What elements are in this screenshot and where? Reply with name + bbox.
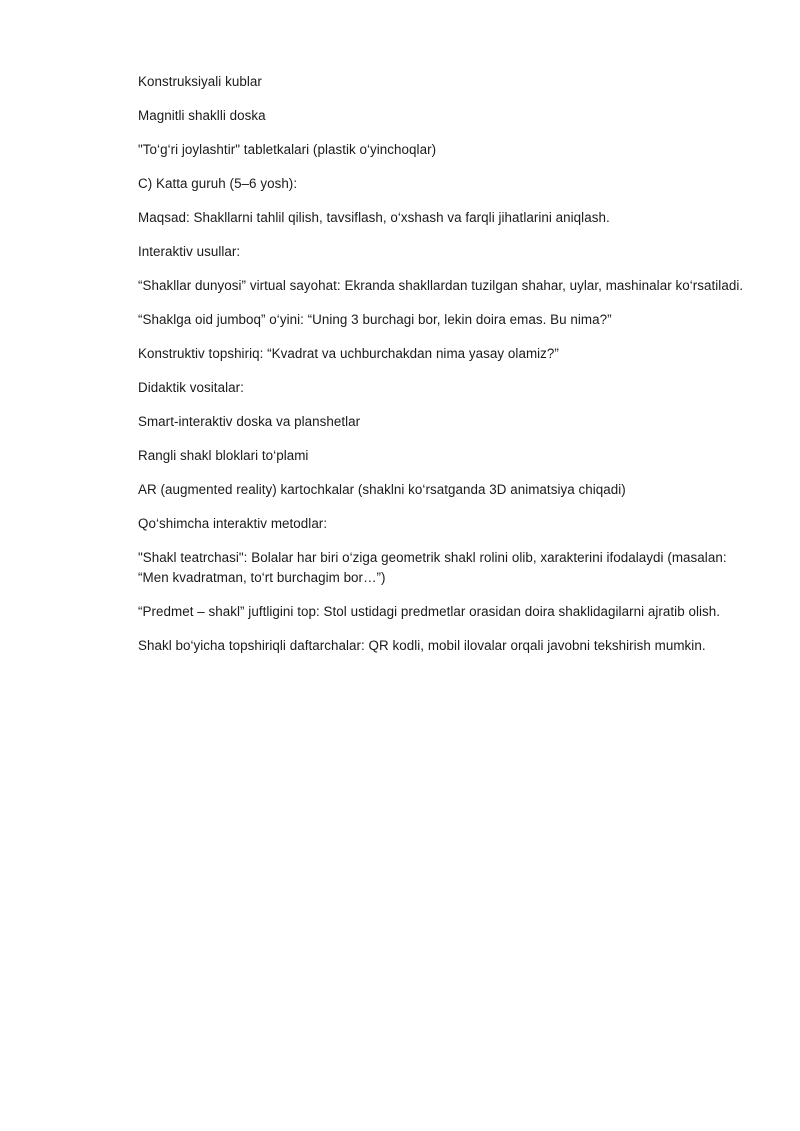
- paragraph-virtual-trip: “Shakllar dunyosi” virtual sayohat: Ekranda shakllardan tuzilgan shahar, uylar, mashinalar ko‘rsatiladi.: [138, 278, 744, 293]
- paragraph-shape-riddle: “Shaklga oid jumboq” o‘yini: “Uning 3 burchagi bor, lekin doira emas. Bu nima?”: [138, 312, 612, 327]
- paragraph-magnetic-board: Magnitli shaklli doska: [138, 108, 266, 123]
- paragraph-smart-board: Smart-interaktiv doska va planshetlar: [138, 414, 361, 429]
- paragraph-goal: Maqsad: Shakllarni tahlil qilish, tavsiflash, o‘xshash va farqli jihatlarini aniqlash.: [138, 210, 610, 225]
- paragraph-shape-theatre: "Shakl teatrchasi": Bolalar har biri o‘ziga geometrik shakl rolini olib, xarakterini ifodalaydi (masalan: “Men kvadratman, to‘rt burchagim bor…”): [138, 550, 727, 585]
- section-heading-older-group: C) Katta guruh (5–6 yosh):: [138, 176, 298, 191]
- paragraph-shape-blocks: Rangli shakl bloklari to‘plami: [138, 448, 309, 463]
- paragraph-task-notebooks: Shakl bo‘yicha topshiriqli daftarchalar: QR kodli, mobil ilovalar orqali javobni tekshirish mumkin.: [138, 638, 706, 653]
- section-heading-interactive-methods: Interaktiv usullar:: [138, 244, 241, 259]
- paragraph-ar-cards: AR (augmented reality) kartochkalar (shaklni ko‘rsatganda 3D animatsiya chiqadi): [138, 482, 626, 497]
- paragraph-object-shape-pair: “Predmet – shakl” juftligini top: Stol ustidagi predmetlar orasidan doira shaklidagilarni ajratib olish.: [138, 604, 721, 619]
- paragraph-construction-cubes: Konstruksiyali kublar: [138, 74, 262, 89]
- paragraph-constructive-task: Konstruktiv topshiriq: “Kvadrat va uchburchakdan nima yasay olamiz?”: [138, 346, 559, 361]
- document-page: [138, 72, 748, 670]
- section-heading-didactic-tools: Didaktik vositalar:: [138, 380, 244, 395]
- section-heading-additional-methods: Qo‘shimcha interaktiv metodlar:: [138, 516, 328, 531]
- paragraph-arrange-tablets: "To‘g‘ri joylashtir" tabletkalari (plastik o‘yinchoqlar): [138, 142, 437, 157]
